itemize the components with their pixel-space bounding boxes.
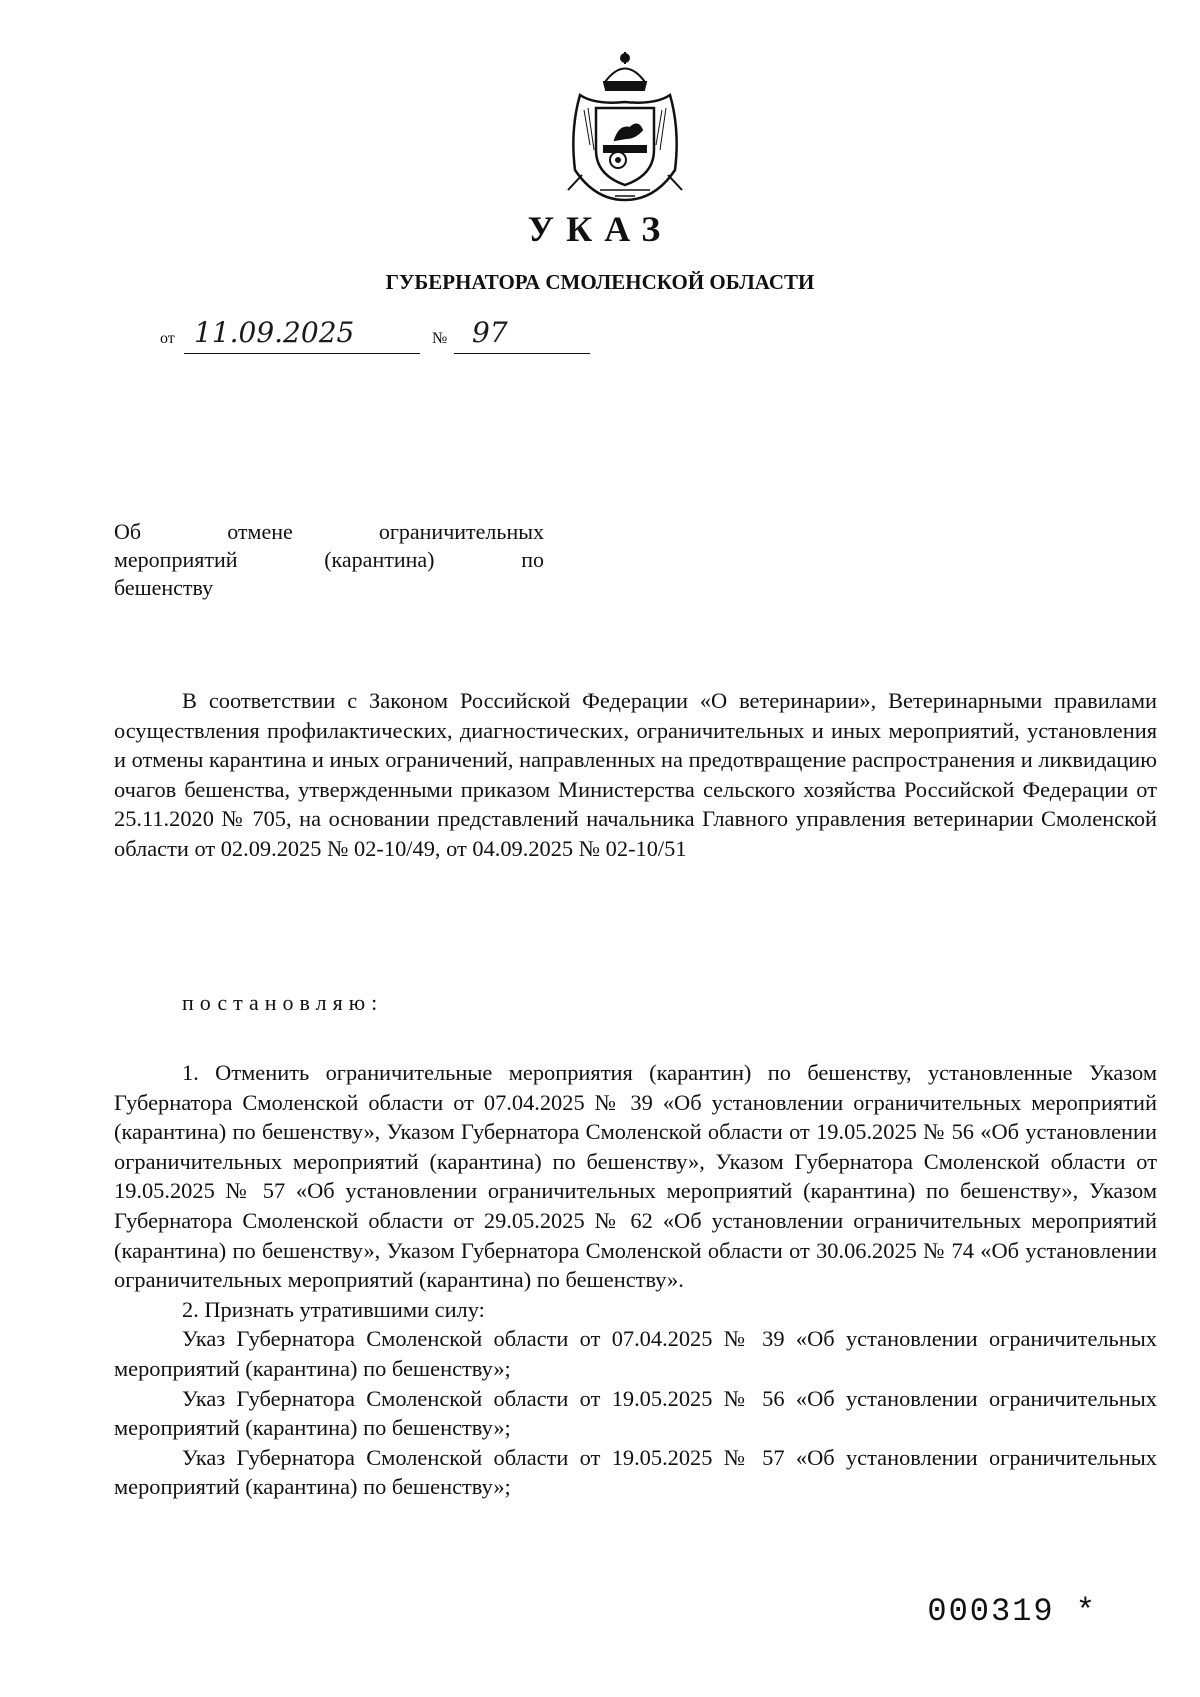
decree-word: постановляю:: [182, 990, 384, 1015]
preamble-paragraph: В соответствии с Законом Российской Федерации «О ветеринарии», Ветеринарными правилами осуществления профилактических, диагностических, ограничительных и иных мероприятий, установления и отмены карантина и иных ограничений, направленных на предотвращение распространения и ликвидацию очагов бешенства, утвержденными приказом Министерства сельского хозяйства Российской Федерации от 25.11.2020 № 705, на основании представлений начальника Главного управления ветеринарии Смоленской области от 02.09.2025 № 02-10/49, от 04.09.2025 № 02-10/51: [114, 688, 1157, 861]
number-prefix: №: [432, 330, 448, 347]
subject-line: [114, 546, 544, 574]
subject-word: мероприятий: [114, 547, 238, 572]
subject-line: [114, 518, 544, 546]
subject-word: Об: [114, 519, 142, 544]
coat-of-arms-emblem: [560, 50, 690, 205]
decree-items: [114, 1058, 1157, 1502]
preamble: [114, 686, 1157, 864]
item-paragraph: 1. Отменить ограничительные мероприятия (карантин) по бешенству, установленные Указом Губернатора Смоленской области от 07.04.2025 № 39 «Об установлении ограничительных мероприятий (карантина) по бешенству», Указом Губернатора Смоленской области от 19.05.2025 № 56 «Об установлении ограничительных мероприятий (карантина) по бешенству», Указом Губернатора Смоленской области от 19.05.2025 № 57 «Об установлении ограничительных мероприятий (карантина) по бешенству», Указом Губернатора Смоленской области от 29.05.2025 № 62 «Об установлении ограничительных мероприятий (карантина) по бешенству», Указом Губернатора Смоленской области от 30.06.2025 № 74 «Об установлении ограничительных мероприятий (карантина) по бешенству».: [114, 1060, 1157, 1293]
subject-line: бешенству: [114, 575, 214, 600]
item-paragraph: Указ Губернатора Смоленской области от 19.05.2025 № 57 «Об установлении ограничительных мероприятий (карантина) по бешенству»;: [114, 1444, 1157, 1500]
item-paragraph: Указ Губернатора Смоленской области от 07.04.2025 № 39 «Об установлении ограничительных мероприятий (карантина) по бешенству»;: [114, 1326, 1157, 1381]
handwritten-date: 11.09.2025: [194, 316, 355, 349]
item-paragraph: Указ Губернатора Смоленской области от 19.05.2025 № 56 «Об установлении ограничительных мероприятий (карантина) по бешенству»;: [114, 1385, 1157, 1441]
subject-word: ограничительных: [378, 519, 544, 544]
document-subject: [114, 518, 544, 602]
document-title: УКАЗ: [527, 209, 673, 249]
item-paragraph: 2. Признать утратившими силу:: [182, 1296, 485, 1322]
number-underline: [454, 353, 590, 354]
subject-word: по: [521, 547, 544, 572]
subject-word: (карантина): [324, 547, 435, 572]
date-prefix: от: [160, 330, 175, 347]
document-subtitle: ГУБЕРНАТОРА СМОЛЕНСКОЙ ОБЛАСТИ: [385, 270, 815, 294]
serial-number: 000319 *: [927, 1593, 1097, 1630]
subject-word: отмене: [227, 519, 293, 544]
date-underline: [184, 353, 420, 354]
handwritten-number: 97: [472, 316, 508, 349]
